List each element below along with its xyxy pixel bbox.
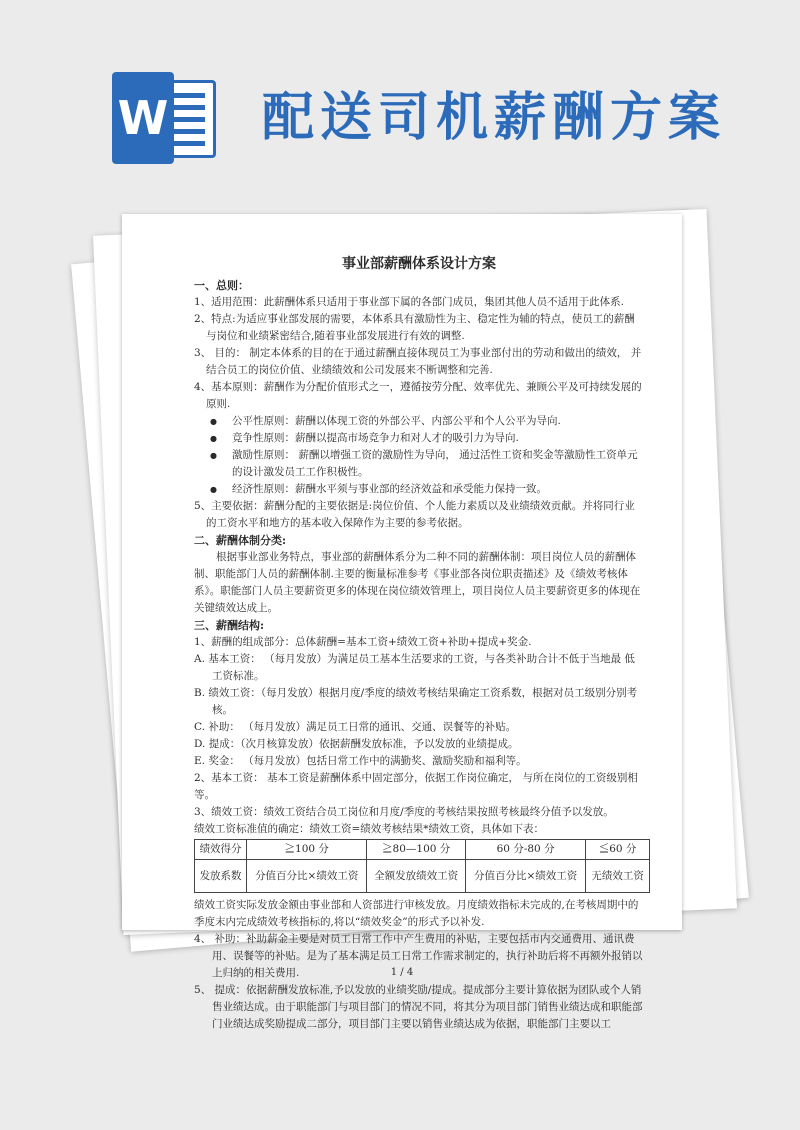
section-heading: 三、薪酬结构:: [194, 619, 265, 632]
paragraph: 绩效工资标准值的确定：绩效工资=绩效考核结果*绩效工资，具体如下表：: [194, 823, 545, 835]
paragraph: 根据事业部业务特点，事业部的薪酬体系分为二种不同的薪酬体制：项目岗位人员的薪酬体制、职能部门人员的薪酬体制.主要的衡量标准参考《事业部各岗位职责描述》及《绩效考核体系》。职能部门人员主要薪资更多的体现在岗位绩效管理上，项目岗位人员主要薪资更多的体现在关键绩效达成上。: [194, 551, 641, 614]
table-cell: 分值百分比×绩效工资: [247, 860, 367, 893]
paragraph: 1、薪酬的组成部分：总体薪酬=基本工资+绩效工资+补助+提成+奖金.: [194, 636, 532, 648]
paragraph: 2、基本工资： 基本工资是薪酬体系中固定部分，依据工作岗位确定， 与所在岗位的工资级别相等。: [194, 772, 638, 801]
doc-title: 事业部薪酬体系设计方案: [342, 256, 496, 272]
paragraph: E. 奖金： （每月发放）包括日常工作中的满勤奖、激励奖励和福利等。: [194, 755, 527, 767]
table-cell: 无绩效工资: [586, 860, 650, 893]
paragraph: 绩效工资实际发放金额由事业部和人资部进行审核发放。月度绩效指标未完成的,在考核周期中的季度末内完成绩效考核指标的,将以“绩效奖金”的形式予以补发.: [194, 899, 639, 928]
paragraph: 1、适用范围：此薪酬体系只适用于事业部下属的各部门成员，集团其他人员不适用于此体系.: [194, 296, 625, 308]
section-heading: 二、薪酬体制分类:: [194, 534, 287, 547]
paragraph: 3、 目的： 制定本体系的目的在于通过薪酬直接体现员工为事业部付出的劳动和做出的绩效， 并结合员工的岗位价值、业绩绩效和公司发展来不断调整和完善.: [194, 347, 642, 376]
list-item: ● 竞争性原则：薪酬以提高市场竞争力和对人才的吸引力为导向.: [194, 430, 644, 447]
banner: [0, 0, 800, 190]
paragraph: 3、绩效工资：绩效工资结合员工岗位和月度/季度的考核结果按照考核最终分值予以发放。: [194, 806, 614, 818]
table-cell: 发放系数: [195, 860, 247, 893]
paragraph: 4、基本原则：薪酬作为分配价值形式之一，遵循按劳分配、效率优先、兼顾公平及可持续发展的原则.: [194, 381, 642, 410]
table-row: [195, 860, 650, 893]
table-cell: 全额发放绩效工资: [367, 860, 466, 893]
paragraph: D. 提成：（次月核算发放）依据薪酬发放标准，予以发放的业绩提成。: [194, 738, 519, 750]
list-item: ● 公平性原则：薪酬以体现工资的外部公平、内部公平和个人公平为导向.: [194, 413, 644, 430]
table-cell: ≧100 分: [247, 840, 367, 860]
paragraph: A. 基本工资： （每月发放）为满足员工基本生活要求的工资，与各类补助合计不低于当地最 低工资标准。: [194, 653, 635, 682]
paragraph: C. 补助： （每月发放）满足员工日常的通讯、交通、误餐等的补贴。: [194, 721, 517, 733]
paragraph: 2、特点:为适应事业部发展的需要，本体系具有激励性为主、稳定性为辅的特点，使员工的薪酬与岗位和业绩紧密结合,随着事业部发展进行有效的调整.: [194, 313, 635, 342]
paragraph: 5、主要依据：薪酬分配的主要依据是:岗位价值、个人能力素质以及业绩绩效贡献。并将同行业的工资水平和地方的基本收入保障作为主要的参考依据。: [194, 500, 635, 529]
list-item: ● 经济性原则：薪酬水平须与事业部的经济效益和承受能力保持一致。: [194, 481, 644, 498]
paragraph: 4、 补助：补助薪金主要是对员工日常工作中产生费用的补贴，主要包括市内交通费用、通讯费用、误餐等的补贴。是为了基本满足员工日常工作需求制定的，执行补助后将不再额外报销以上归纳的相关费用.: [194, 933, 643, 979]
word-doc-icon: [108, 72, 218, 164]
paragraph: B. 绩效工资：（每月发放）根据月度/季度的绩效考核结果确定工资系数，根据对员工级别分别考核。: [194, 687, 638, 716]
table-cell: 绩效得分: [195, 840, 247, 860]
performance-table: [194, 839, 650, 893]
section-heading: 一、总则：: [194, 279, 249, 292]
table-header-row: [195, 840, 650, 860]
principle-list: [194, 413, 644, 498]
document-body: [194, 256, 644, 1033]
table-cell: 分值百分比×绩效工资: [466, 860, 586, 893]
banner-title: 配送司机薪酬方案: [262, 88, 727, 148]
paragraph: 5、 提成：依据薪酬发放标准,予以发放的业绩奖励/提成。提成部分主要计算依据为团队或个人销售业绩达成。由于职能部门与项目部门的情况不同，将其分为项目部门销售业绩达成和职能部门业绩达成奖励提成二部分，项目部门主要以销售业绩达成为依据，职能部门主要以工: [194, 984, 643, 1030]
document-page: [122, 214, 682, 1030]
table-cell: ≦60 分: [586, 840, 650, 860]
list-item: ● 激励性原则： 薪酬以增强工资的激励性为导向， 通过活性工资和奖金等激励性工资单元的设计激发员工工作积极性。: [194, 447, 644, 481]
page-number: 1 / 4: [390, 967, 414, 978]
table-cell: 60 分-80 分: [466, 840, 586, 860]
word-logo-letter: W: [112, 72, 174, 164]
table-cell: ≧80—100 分: [367, 840, 466, 860]
